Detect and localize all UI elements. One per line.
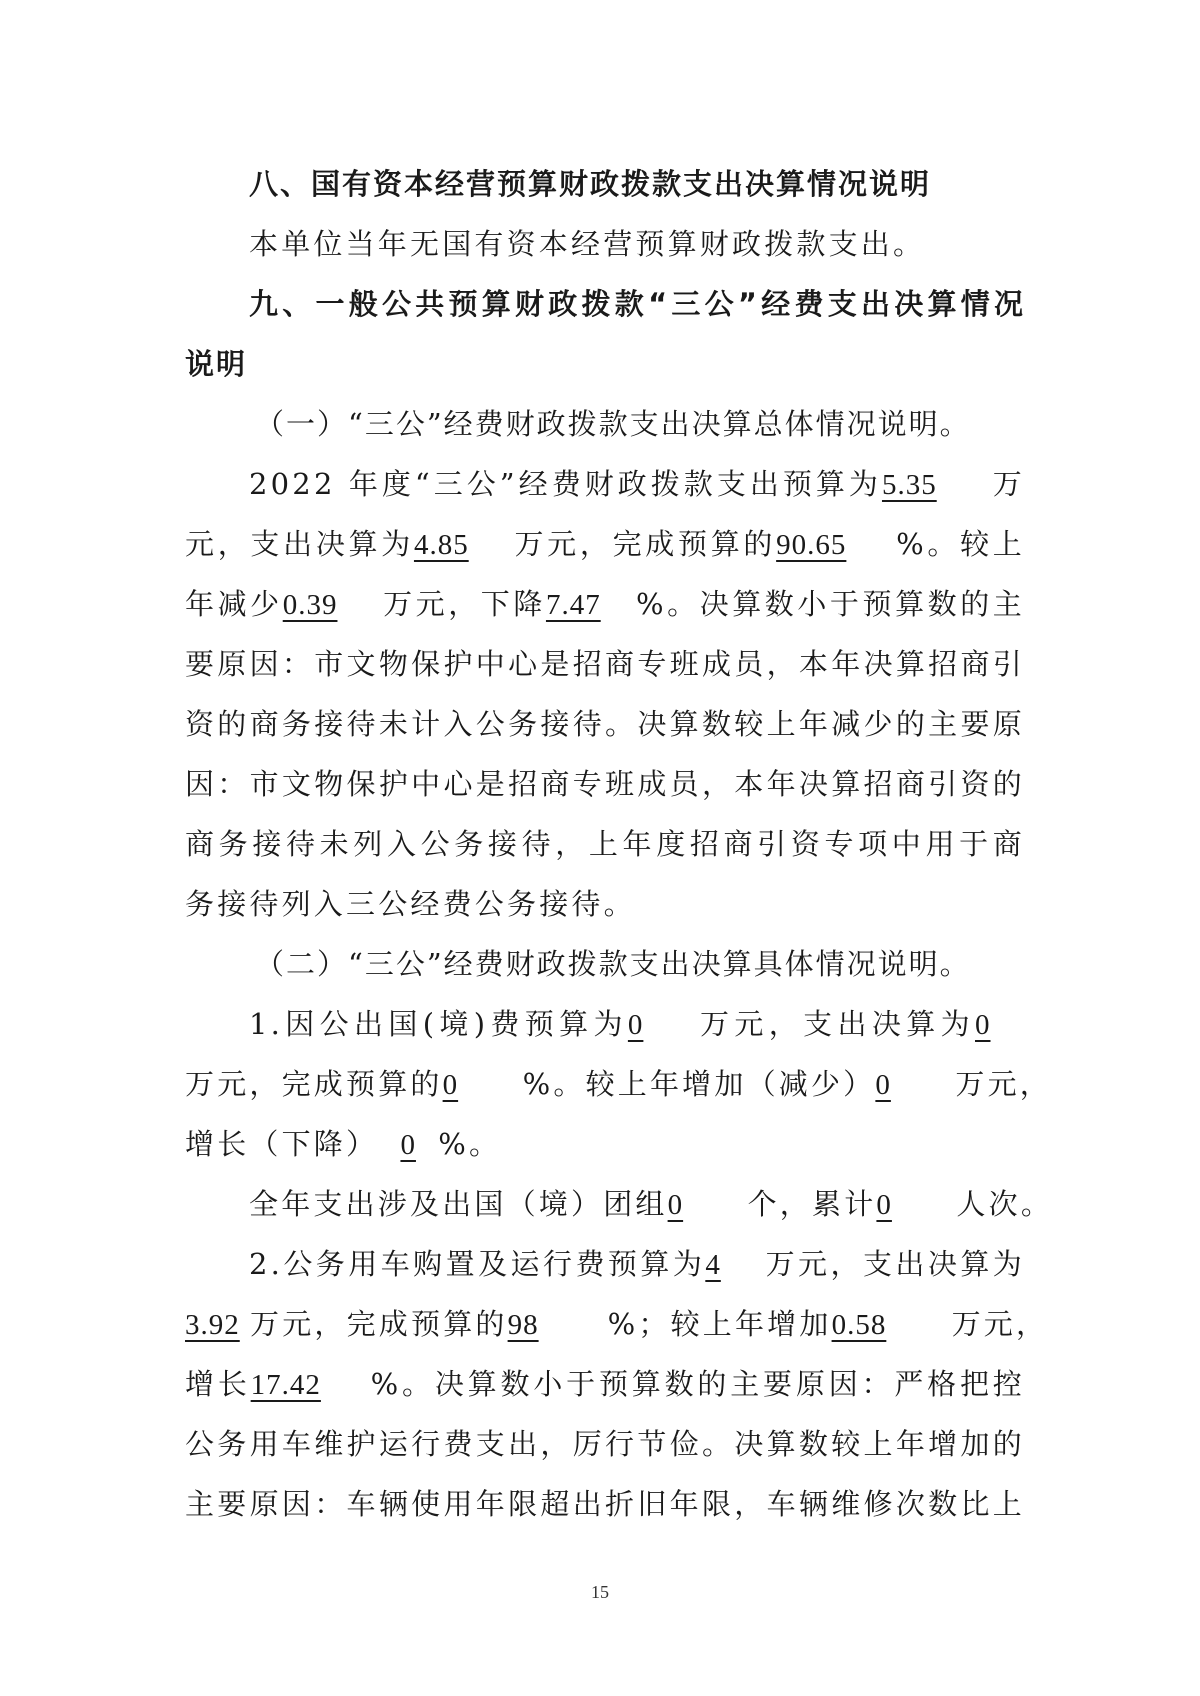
section-8-body: 本单位当年无国有资本经营预算财政拨款支出。	[249, 227, 926, 261]
text: 年减少	[185, 587, 283, 621]
text: %。较上	[896, 527, 1026, 561]
part-2-c-line-3	[185, 1354, 1025, 1414]
text: %。较上年增加（减少）	[522, 1067, 876, 1101]
text: 万元，支出决算为	[765, 1247, 1025, 1281]
abroad-groups: 0	[667, 1189, 684, 1221]
part-1-line-2	[185, 514, 1025, 574]
text: 万元，完成预算的	[513, 527, 777, 561]
part-2-a-line-2	[185, 1054, 1052, 1114]
completion-pct: 90.65	[776, 529, 847, 561]
abroad-budget: 0	[627, 1009, 644, 1041]
part-1-line-5: 资的商务接待未计入公务接待。决算数较上年减少的主要原	[185, 707, 1025, 741]
part-1-line-1	[185, 454, 1025, 514]
text: 增长	[185, 1367, 251, 1401]
page-number: 15	[591, 1582, 609, 1602]
text: 个，累计	[747, 1187, 877, 1221]
text: %。决算数小于预算数的主要原因：严格把控	[370, 1367, 1026, 1401]
document-body	[185, 154, 1054, 1534]
text: 人次。	[956, 1187, 1054, 1221]
text: 增长（下降）	[185, 1127, 379, 1161]
part-2-c-line-1	[185, 1234, 1025, 1294]
part-1-line-4: 要原因：市文物保护中心是招商专班成员，本年决算招商引	[185, 647, 1025, 681]
section-9-title-cont: 说明	[185, 347, 248, 381]
part-1-line-7: 商务接待未列入公务接待，上年度招商引资专项中用于商	[185, 827, 1025, 861]
text: 万元，完成预算的	[250, 1307, 508, 1341]
part-1-line-6: 因：市文物保护中心是招商专班成员，本年决算招商引资的	[185, 767, 1025, 801]
part-2-a-line-1	[185, 994, 1025, 1054]
vehicle-budget: 4	[705, 1249, 721, 1281]
text: 万	[991, 467, 1025, 501]
vehicle-increase: 0.58	[831, 1309, 887, 1341]
vehicle-final: 3.92	[185, 1309, 240, 1341]
abroad-change: 0	[875, 1069, 891, 1101]
text: 1.因公出国(境)费预算为	[249, 1007, 628, 1041]
final-value: 4.85	[413, 529, 469, 561]
part-2-a-line-3	[185, 1114, 1025, 1174]
part-1-line-3	[185, 574, 1025, 634]
text: %。决算数小于预算数的主	[635, 587, 1025, 621]
text: 元，支出决算为	[185, 527, 414, 561]
vehicle-pct: 98	[507, 1309, 539, 1341]
decrease-value: 0.39	[282, 589, 338, 621]
part-2-c-line-5: 主要原因：车辆使用年限超出折旧年限，车辆维修次数比上	[185, 1487, 1025, 1521]
text: %；较上年增加	[607, 1307, 832, 1341]
text: 全年支出涉及出国（境）团组	[249, 1187, 668, 1221]
decrease-pct: 7.47	[545, 589, 601, 621]
part-1-title: （一）“三公”经费财政拨款支出决算总体情况说明。	[255, 407, 971, 441]
part-2-c-line-2	[185, 1294, 1049, 1354]
text: 万元，	[955, 1067, 1052, 1101]
budget-value: 5.35	[881, 469, 937, 501]
text: 2022 年度“三公”经费财政拨款支出预算为	[249, 467, 882, 501]
text: 万元，下降	[382, 587, 546, 621]
part-2-c-line-4: 公务用车维护运行费支出，厉行节俭。决算数较上年增加的	[185, 1427, 1025, 1461]
abroad-people: 0	[876, 1189, 892, 1221]
part-2-b-line-1	[185, 1174, 1054, 1234]
part-1-line-8: 务接待列入三公经费公务接待。	[185, 887, 636, 921]
abroad-pct: 0	[442, 1069, 459, 1101]
text: 2.公务用车购置及运行费预算为	[249, 1247, 706, 1281]
text: %。	[438, 1127, 502, 1161]
abroad-change-pct: 0	[400, 1129, 416, 1161]
text: 万元，	[951, 1307, 1049, 1341]
text: 万元，完成预算的	[185, 1067, 443, 1101]
section-8-title: 八、国有资本经营预算财政拨款支出决算情况说明	[249, 167, 932, 201]
text: 万元，支出决算为	[697, 1007, 975, 1041]
section-9-title: 九、一般公共预算财政拨款“三公”经费支出决算情况	[249, 287, 1025, 321]
vehicle-increase-pct: 17.42	[250, 1369, 321, 1401]
abroad-final: 0	[975, 1009, 991, 1041]
part-2-title: （二）“三公”经费财政拨款支出决算具体情况说明。	[255, 947, 971, 981]
